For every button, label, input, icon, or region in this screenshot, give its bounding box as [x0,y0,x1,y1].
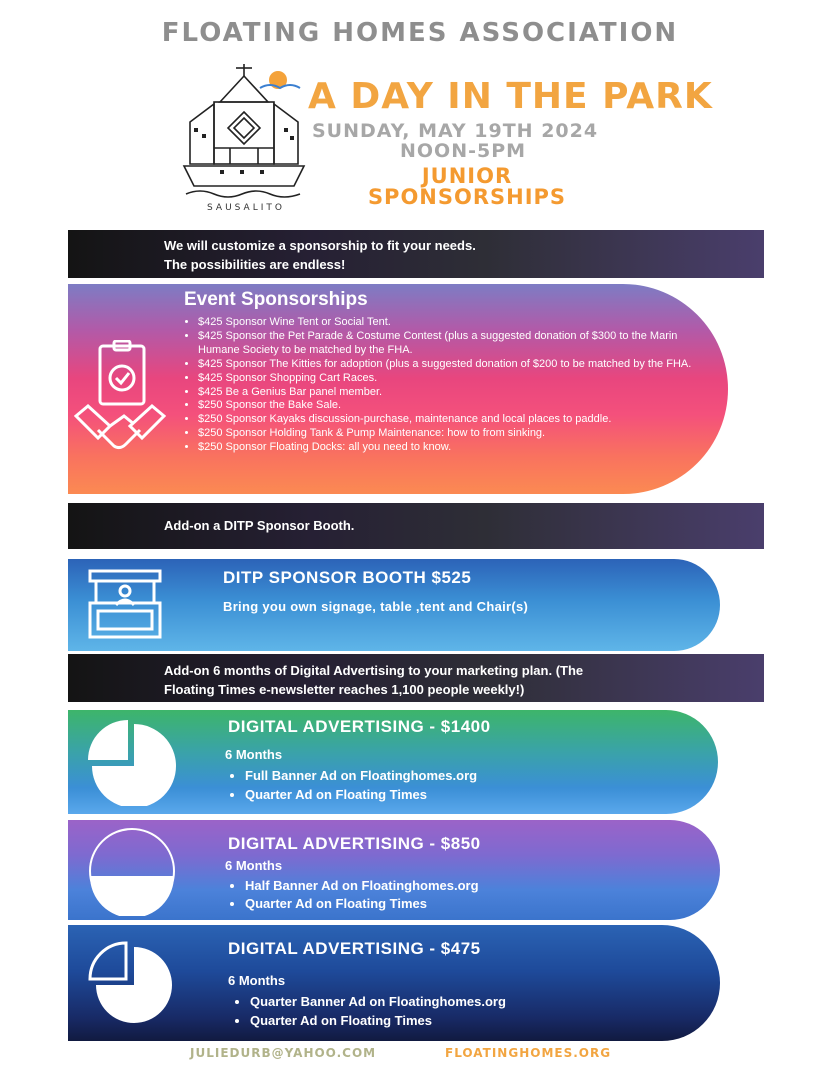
digital-addon-line-2: Floating Times e-newsletter reaches 1,100 people weekly!) [164,682,525,697]
intro-banner [68,230,764,278]
booth-panel [68,559,720,651]
digital-1400-list [231,766,477,804]
event-sponsorships-title: Event Sponsorships [184,289,368,310]
digital-package-1400 [68,710,718,814]
pie-three-quarter-icon [86,718,180,810]
list-item: • Quarter Banner Ad on Floatinghomes.org [250,992,506,1011]
digital-475-list [236,992,506,1030]
list-item: • $425 Be a Genius Bar panel member. [198,386,718,400]
intro-line-1: We will customize a sponsorship to fit your needs. [164,238,476,253]
houseboat-logo-icon [180,62,308,212]
subtitle-line-2: SPONSORSHIPS [367,185,567,209]
list-item: • Quarter Ad on Floating Times [245,785,477,804]
booth-addon-text: Add-on a DITP Sponsor Booth. [164,518,355,533]
contact-email[interactable]: JULIEDURB@YAHOO.COM [190,1046,377,1060]
event-time: NOON-5PM [400,140,527,162]
website-link[interactable]: FLOATINGHOMES.ORG [445,1046,612,1060]
list-item: • $250 Sponsor Holding Tank & Pump Maintenance: how to from sinking. [198,427,718,441]
list-item: • Full Banner Ad on Floatinghomes.org [245,766,477,785]
event-sponsorship-list [186,316,718,455]
list-item: • Quarter Ad on Floating Times [245,895,479,913]
list-item: • $425 Sponsor Wine Tent or Social Tent. [198,316,718,330]
booth-icon [88,569,162,645]
booth-description: Bring you own signage, table ,tent and Chair(s) [223,599,529,614]
sponsorship-subtitle [332,166,602,208]
pie-quarter-icon [76,939,180,1035]
intro-line-2: The possibilities are endless! [164,257,346,272]
digital-850-duration: 6 Months [225,858,283,873]
event-title: A DAY IN THE PARK [308,76,713,117]
clipboard-handshake-icon [74,340,166,460]
list-item: • $250 Sponsor the Bake Sale. [198,399,718,413]
digital-1400-duration: 6 Months [225,747,283,762]
list-item: • Half Banner Ad on Floatinghomes.org [245,877,479,895]
digital-850-title: DIGITAL ADVERTISING - $850 [228,834,481,853]
digital-package-850 [68,820,720,920]
digital-850-list [231,877,479,913]
logo-caption: SAUSALITO [207,203,285,213]
digital-475-duration: 6 Months [228,973,286,988]
list-item: • $425 Sponsor The Kitties for adoption (plus a suggested donation of $200 to be matched by the FHA. [198,358,718,372]
list-item: • $425 Sponsor Shopping Cart Races. [198,372,718,386]
digital-1400-title: DIGITAL ADVERTISING - $1400 [228,717,491,736]
digital-addon-line-1: Add-on 6 months of Digital Advertising to your marketing plan. (The [164,663,584,678]
event-date: SUNDAY, MAY 19TH 2024 [312,120,599,142]
booth-addon-banner [68,503,764,549]
digital-475-title: DIGITAL ADVERTISING - $475 [228,939,481,958]
list-item: • $250 Sponsor Floating Docks: all you need to know. [198,441,718,455]
pie-half-icon [84,826,180,920]
list-item: • $250 Sponsor Kayaks discussion-purchase, maintenance and local places to paddle. [198,413,718,427]
list-item: • Quarter Ad on Floating Times [250,1011,506,1030]
list-item: • $425 Sponsor the Pet Parade & Costume Contest (plus a suggested donation of $300 to the Marin Humane Society to be matched by the FHA. [198,330,718,358]
digital-package-475 [68,925,720,1041]
organization-name: FLOATING HOMES ASSOCIATION [161,18,679,48]
booth-title: DITP SPONSOR BOOTH $525 [223,568,472,587]
event-sponsorships-panel [68,284,728,494]
subtitle-line-1: JUNIOR [421,164,513,188]
digital-addon-banner [68,654,764,702]
